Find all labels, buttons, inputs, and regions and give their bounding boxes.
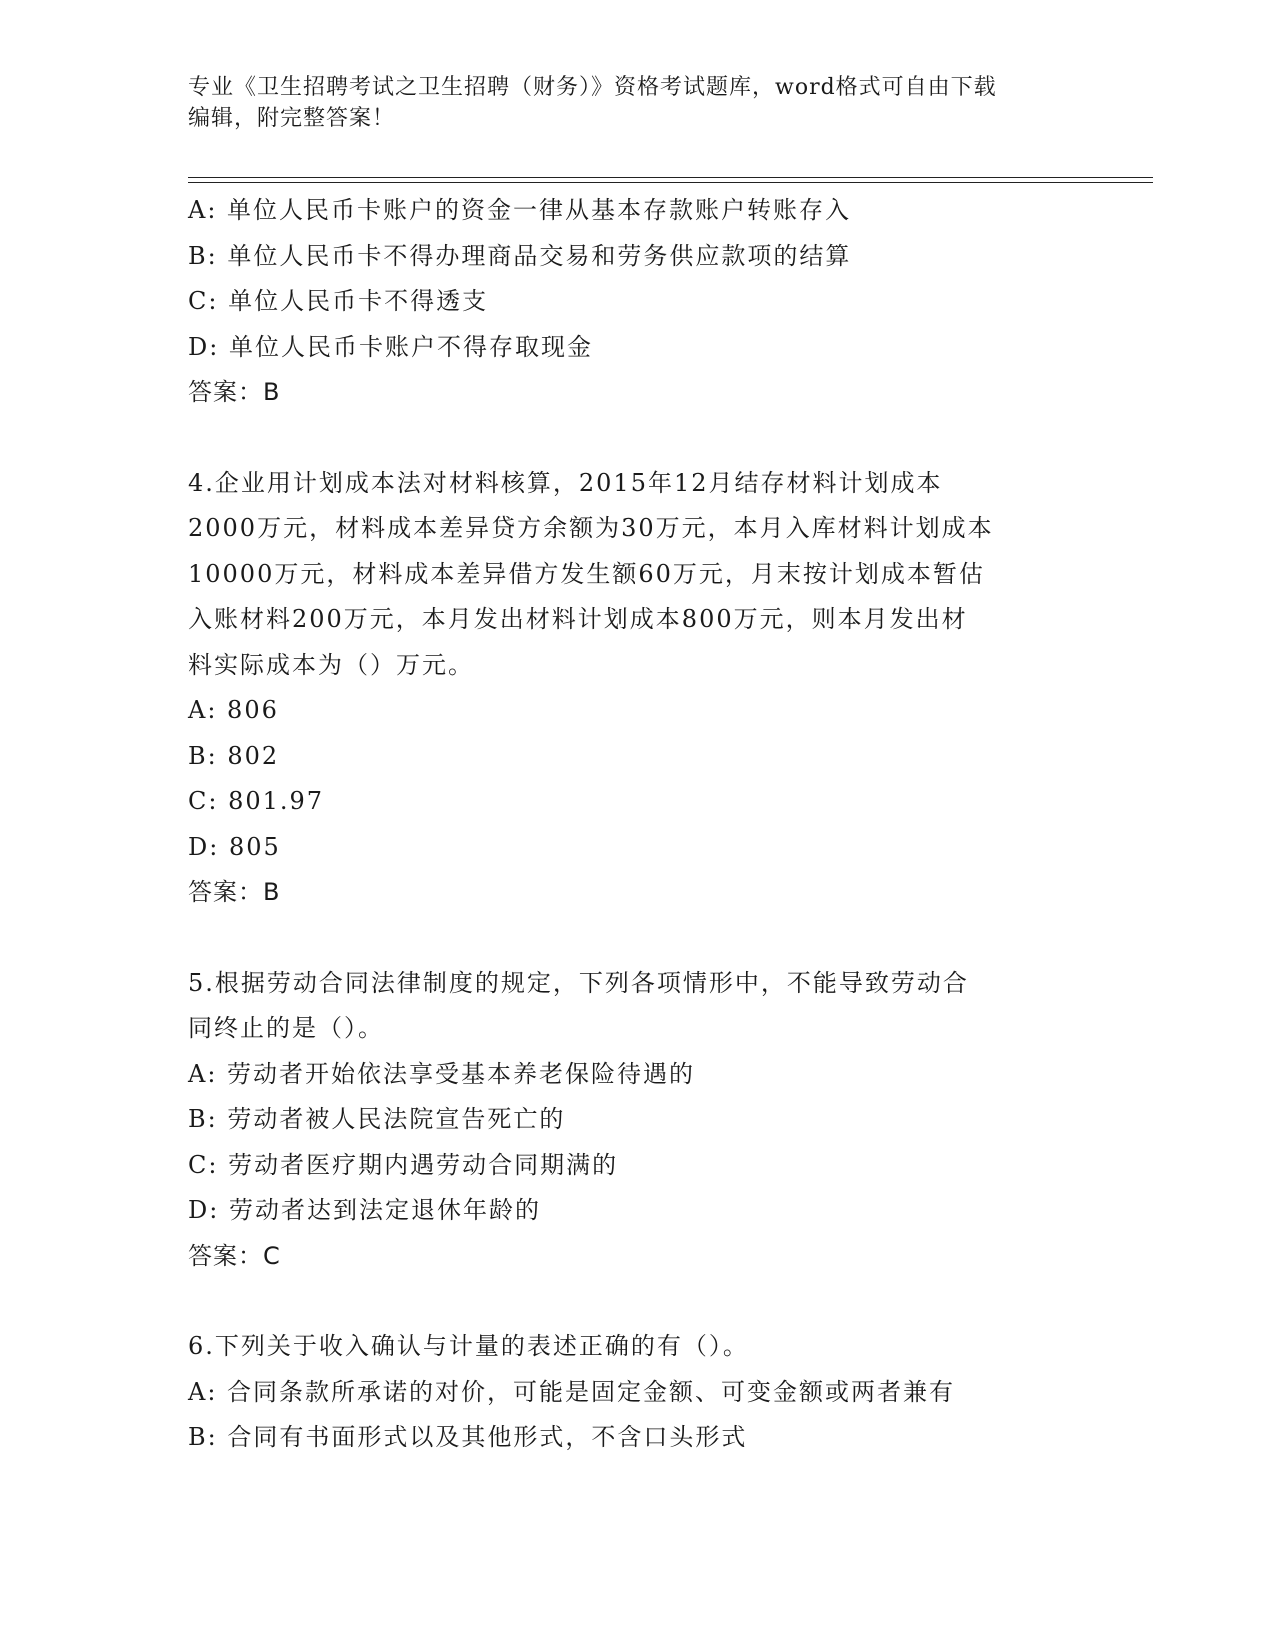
answer-label: 答案：B bbox=[188, 378, 281, 406]
header-line-1: 专业《卫生招聘考试之卫生招聘（财务）》资格考试题库，word格式可自由下载 bbox=[188, 75, 997, 100]
question-6 bbox=[188, 1324, 1088, 1461]
question-4 bbox=[188, 461, 1088, 916]
question-stem-line: 料实际成本为（）万元。 bbox=[188, 650, 474, 679]
question-3 bbox=[188, 188, 1088, 416]
question-list bbox=[188, 188, 1088, 1461]
header-divider-bottom bbox=[188, 182, 1153, 183]
option-a: A: 806 bbox=[188, 696, 279, 724]
question-spacer bbox=[188, 416, 1088, 461]
question-spacer bbox=[188, 1279, 1088, 1324]
question-stem-line: 5.根据劳动合同法律制度的规定，下列各项情形中，不能导致劳动合 bbox=[188, 968, 969, 997]
question-stem-line: 同终止的是（）。 bbox=[188, 1014, 384, 1042]
question-stem-line: 入账材料200万元，本月发出材料计划成本800万元，则本月发出材 bbox=[188, 605, 968, 633]
document-header bbox=[188, 72, 1068, 134]
option-d: D: 单位人民币卡账户不得存取现金 bbox=[188, 332, 593, 361]
answer-label: 答案：B bbox=[188, 878, 281, 906]
answer-label: 答案：C bbox=[188, 1241, 281, 1270]
option-d: D: 805 bbox=[188, 832, 281, 861]
option-a: A: 单位人民币卡账户的资金一律从基本存款账户转账存入 bbox=[188, 196, 852, 224]
question-stem-line: 2000万元，材料成本差异贷方余额为30万元，本月入库材料计划成本 bbox=[188, 514, 994, 542]
option-c: C: 劳动者医疗期内遇劳动合同期满的 bbox=[188, 1150, 619, 1179]
option-c: C: 801.97 bbox=[188, 787, 325, 815]
question-stem-line: 4.企业用计划成本法对材料核算，2015年12月结存材料计划成本 bbox=[188, 468, 943, 497]
option-a: A: 劳动者开始依法享受基本养老保险待遇的 bbox=[188, 1059, 696, 1088]
option-c: C: 单位人民币卡不得透支 bbox=[188, 287, 489, 315]
option-b: B: 单位人民币卡不得办理商品交易和劳务供应款项的结算 bbox=[188, 241, 852, 270]
question-stem-line: 6.下列关于收入确认与计量的表述正确的有（）。 bbox=[188, 1332, 749, 1360]
question-stem-line: 10000万元，材料成本差异借方发生额60万元，月末按计划成本暂估 bbox=[188, 559, 985, 588]
header-divider-top bbox=[188, 177, 1153, 178]
header-line-2: 编辑，附完整答案！ bbox=[188, 106, 396, 131]
option-b: B: 802 bbox=[188, 741, 280, 770]
option-b: B: 劳动者被人民法院宣告死亡的 bbox=[188, 1105, 566, 1133]
question-spacer bbox=[188, 916, 1088, 961]
question-5 bbox=[188, 961, 1088, 1280]
option-d: D: 劳动者达到法定退休年龄的 bbox=[188, 1196, 541, 1224]
option-b: B: 合同有书面形式以及其他形式，不含口头形式 bbox=[188, 1423, 748, 1451]
option-a: A: 合同条款所承诺的对价，可能是固定金额、可变金额或两者兼有 bbox=[188, 1377, 956, 1406]
